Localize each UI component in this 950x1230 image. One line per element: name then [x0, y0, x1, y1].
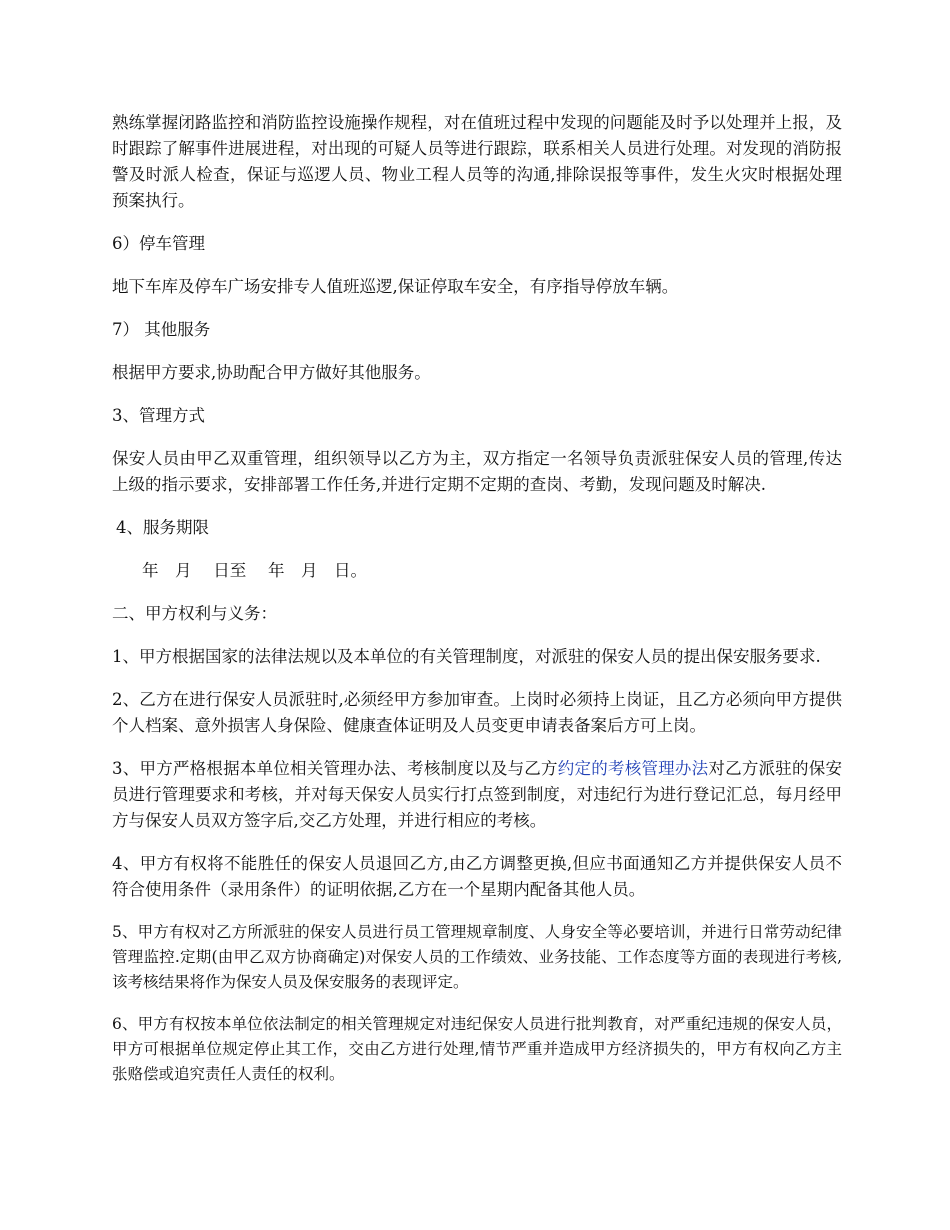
clause-3-text-start: 3、甲方严格根据本单位相关管理办法、考核制度以及与乙方 [112, 759, 558, 778]
heading-management-method: 3、管理方式 [112, 406, 205, 425]
assessment-method-link[interactable]: 约定的考核管理办法 [557, 759, 709, 778]
clause-3-text-end: 对乙方派驻的保安员进行管理要求和考核，并对每天保安人员实行打点签到制度，对违纪行为进行登记汇总，每月经甲方与保安人员双方签字后,交乙方处理，并进行相应的考核。 [112, 759, 843, 830]
heading-party-a-rights: 二、甲方权利与义务： [112, 604, 277, 623]
paragraph-other-services: 根据甲方要求,协助配合甲方做好其他服务。 [112, 363, 431, 382]
paragraph-management-method: 保安人员由甲乙双重管理，组织领导以乙方为主，双方指定一名领导负责派驻保安人员的管理,传达上级的指示要求，安排部署工作任务,并进行定期不定期的查岗、考勤，发现问题及时解决. [112, 449, 842, 494]
clause-1: 1、甲方根据国家的法律法规以及本单位的有关管理制度，对派驻的保安人员的提出保安服务要求. [112, 647, 821, 666]
document-page [112, 110, 842, 1104]
paragraph-parking: 地下车库及停车广场安排专人值班巡逻,保证停取车安全，有序指导停放车辆。 [112, 277, 679, 296]
clause-6: 6、甲方有权按本单位依法制定的相关管理规定对违纪保安人员进行批判教育，对严重纪违规的保安人员，甲方可根据单位规定停止其工作，交由乙方进行处理,情节严重并造成甲方经济损失的，甲方有权向乙方主张赂偿或追究责任人责任的权利。 [112, 1015, 842, 1083]
heading-other-services: 7） 其他服务 [112, 320, 211, 339]
service-period-dates: 年 月 日至 年 月 日。 [142, 561, 367, 580]
paragraph-monitoring: 熟练掌握闭路监控和消防监控设施操作规程，对在值班过程中发现的问题能及时予以处理并上报，及时跟踪了解事件进展进程，对出现的可疑人员等进行跟踪，联系相关人员进行处理。对发现的消防报警及时派人检查，保证与巡逻人员、物业工程人员等的沟通,排除误报等事件，发生火灾时根据处理预案执行。 [112, 113, 842, 210]
heading-parking: 6）停车管理 [112, 234, 205, 253]
heading-service-period: 4、服务期限 [116, 518, 209, 537]
clause-2: 2、乙方在进行保安人员派驻时,必须经甲方参加审查。上岗时必须持上岗证，且乙方必须向甲方提供个人档案、意外损害人身保险、健康查体证明及人员变更申请表备案后方可上岗。 [112, 690, 842, 735]
clause-4: 4、甲方有权将不能胜任的保安人员退回乙方,由乙方调整更换,但应书面通知乙方并提供保安人员不符合使用条件（录用条件）的证明依据,乙方在一个星期内配备其他人员。 [112, 854, 842, 899]
clause-3 [112, 756, 842, 834]
clause-5: 5、甲方有权对乙方所派驻的保安人员进行员工管理规章制度、人身安全等必要培训，并进行日常劳动纪律管理监控.定期(由甲乙双方协商确定)对保安人员的工作绩效、业务技能、工作态度等方面的表现进行考核,该考核结果将作为保安人员及保安服务的表现评定。 [112, 923, 842, 991]
